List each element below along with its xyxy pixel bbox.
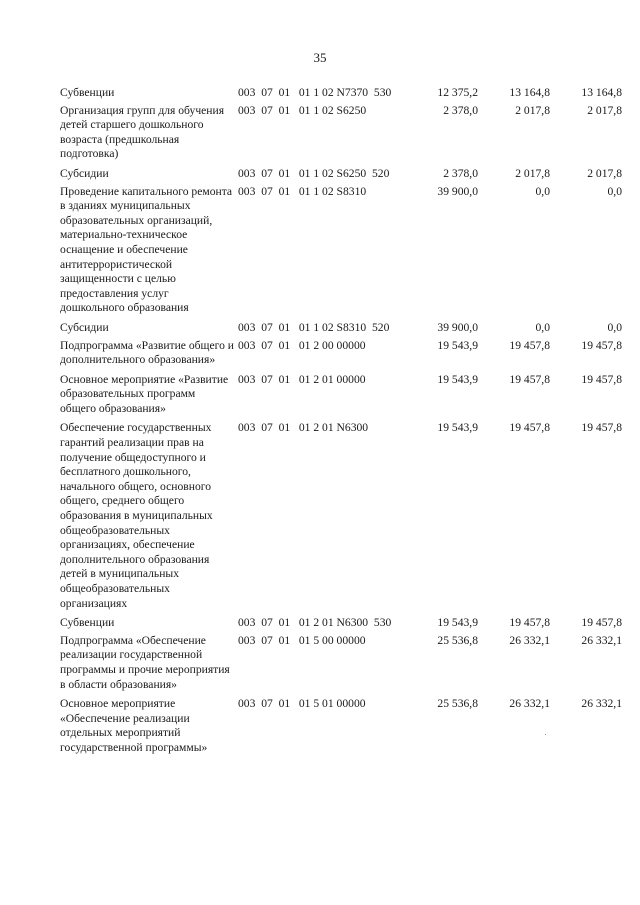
- row-value-3: 26 332,1: [581, 697, 622, 711]
- row-value-1: 39 900,0: [437, 184, 478, 198]
- row-value-1: 2 378,0: [443, 166, 478, 180]
- row-name: Основное мероприятие «Обеспечение реализации отдельных мероприятий государственной программы»: [60, 697, 208, 754]
- row-value-3: 2 017,8: [587, 166, 622, 180]
- page-number: 35: [313, 50, 327, 65]
- table-row: [60, 185, 622, 321]
- table-row: [60, 634, 622, 697]
- row-value-3: 26 332,1: [581, 633, 622, 647]
- row-value-1: 19 543,9: [437, 616, 478, 630]
- row-value-2: 0,0: [535, 184, 550, 198]
- row-value-2: 2 017,8: [515, 166, 550, 180]
- row-code: 003 07 01 01 5 01 00000: [238, 697, 366, 711]
- row-name: Субсидии: [60, 320, 109, 334]
- row-name: Основное мероприятие «Развитие образовательных программ общего образования»: [60, 372, 229, 415]
- row-value-2: 2 017,8: [515, 103, 550, 117]
- row-value-1: 25 536,8: [437, 633, 478, 647]
- row-value-2: 19 457,8: [509, 421, 550, 435]
- row-name: Подпрограмма «Развитие общего и дополнительного образования»: [60, 338, 234, 367]
- row-value-2: 19 457,8: [509, 338, 550, 352]
- row-code: 003 07 01 01 1 02 S8310 520: [238, 320, 390, 334]
- row-name: Проведение капитального ремонта в зданиях муниципальных образовательных организаций, материально-техническое оснащение и обеспечение антитеррористической защищенности с целью предоставления услуг дошкольного образования: [60, 184, 233, 315]
- row-name: Обеспечение государственных гарантий реализации прав на получение общедоступного и бесплатного дошкольного, начального общего, основного общего, среднего общего образования в муниципальных общеобразовательных организациях, обеспечение дополнительного образования детей в муниципальных общеобразовательных организациях: [60, 421, 213, 610]
- row-name: Субвенции: [60, 86, 115, 99]
- row-value-2: 19 457,8: [509, 616, 550, 630]
- table-row: [60, 167, 622, 185]
- row-value-2: 19 457,8: [509, 372, 550, 386]
- row-value-3: 19 457,8: [581, 616, 622, 630]
- row-value-3: 13 164,8: [581, 86, 622, 99]
- row-value-1: 2 378,0: [443, 103, 478, 117]
- row-name: Субсидии: [60, 166, 109, 180]
- row-value-1: 39 900,0: [437, 320, 478, 334]
- scan-speck: [545, 734, 546, 735]
- row-name: Субвенции: [60, 616, 115, 630]
- table-row: [60, 104, 622, 167]
- table-row: [60, 321, 622, 339]
- row-value-3: 19 457,8: [581, 421, 622, 435]
- row-value-1: 12 375,2: [437, 86, 478, 99]
- table-row: [60, 421, 622, 616]
- row-code: 003 07 01 01 1 02 S6250: [238, 103, 367, 117]
- row-code: 003 07 01 01 2 01 N6300: [238, 421, 369, 435]
- row-value-1: 19 543,9: [437, 372, 478, 386]
- table-row: [60, 86, 622, 104]
- row-value-3: 0,0: [607, 184, 622, 198]
- row-value-3: 19 457,8: [581, 338, 622, 352]
- budget-table: [60, 86, 622, 759]
- row-code: 003 07 01 01 1 02 S8310: [238, 184, 367, 198]
- row-value-1: 19 543,9: [437, 421, 478, 435]
- table-row: [60, 616, 622, 634]
- row-value-3: 0,0: [607, 320, 622, 334]
- row-value-2: 26 332,1: [509, 633, 550, 647]
- row-value-1: 25 536,8: [437, 697, 478, 711]
- row-code: 003 07 01 01 5 00 00000: [238, 633, 366, 647]
- row-code: 003 07 01 01 1 02 S6250 520: [238, 166, 390, 180]
- row-code: 003 07 01 01 2 01 N6300 530: [238, 616, 392, 630]
- row-name: Организация групп для обучения детей старшего дошкольного возраста (предшкольная подготовка): [60, 103, 225, 161]
- row-code: 003 07 01 01 1 02 N7370 530: [238, 86, 392, 99]
- row-value-2: 0,0: [535, 320, 550, 334]
- row-value-1: 19 543,9: [437, 338, 478, 352]
- row-value-3: 19 457,8: [581, 372, 622, 386]
- row-value-2: 26 332,1: [509, 697, 550, 711]
- row-name: Подпрограмма «Обеспечение реализации государственной программы и прочие мероприятия в области образования»: [60, 633, 230, 691]
- table-row: [60, 339, 622, 373]
- row-value-2: 13 164,8: [509, 86, 550, 99]
- row-value-3: 2 017,8: [587, 103, 622, 117]
- row-code: 003 07 01 01 2 01 00000: [238, 372, 366, 386]
- table-row: [60, 697, 622, 758]
- row-code: 003 07 01 01 2 00 00000: [238, 338, 366, 352]
- table-row: [60, 373, 622, 422]
